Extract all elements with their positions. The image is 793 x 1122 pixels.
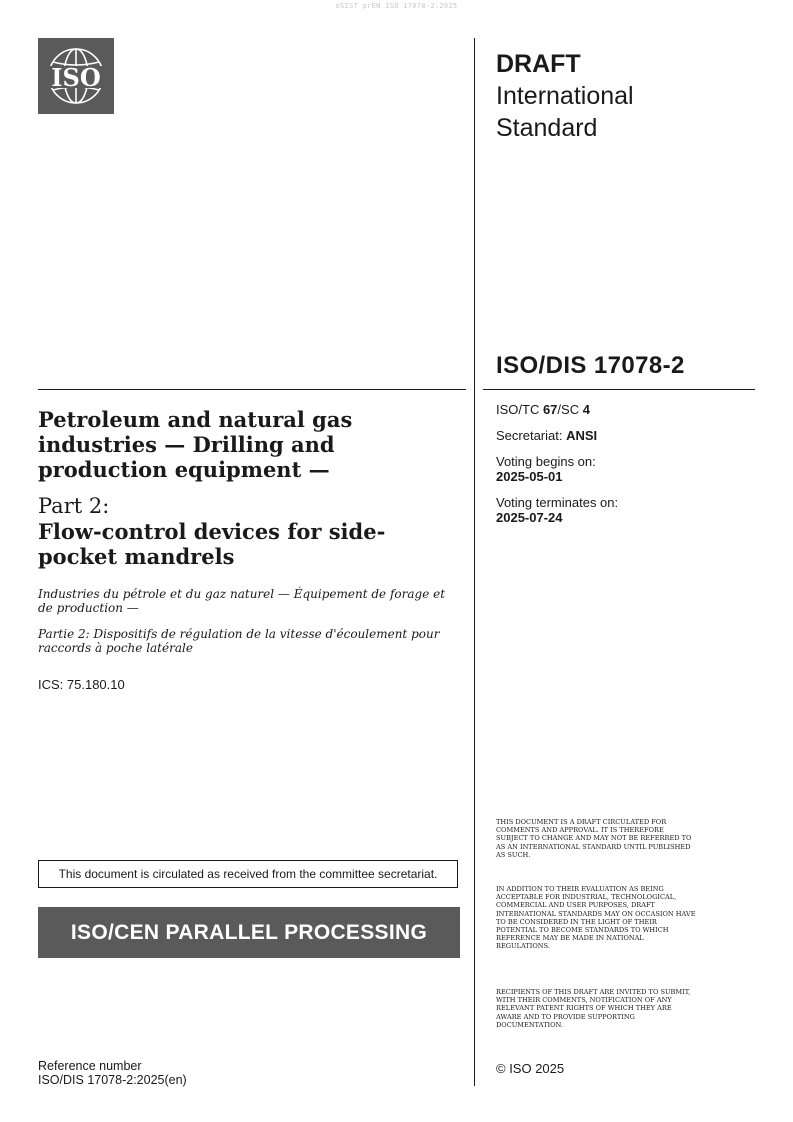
french-part-title: Partie 2: Dispositifs de régulation de la vitesse d'écoulement pour raccords à poche latérale — [38, 627, 440, 655]
part-label: Part 2: — [38, 494, 110, 518]
parallel-processing-banner: ISO/CEN PARALLEL PROCESSING — [38, 907, 460, 958]
voting-terminates-date: 2025-07-24 — [496, 510, 563, 525]
committee — [496, 402, 756, 417]
circulation-note: This document is circulated as received from the committee secretariat. — [38, 860, 458, 888]
logo-text: ISO — [51, 63, 101, 92]
tc-prefix: ISO/TC — [496, 402, 543, 417]
secretariat-value: ANSI — [566, 428, 598, 443]
copyright: © ISO 2025 — [496, 1061, 565, 1076]
voting-begins-date: 2025-05-01 — [496, 469, 563, 484]
sc-prefix: /SC — [557, 402, 583, 417]
horizontal-divider-right — [483, 389, 755, 390]
international-line: International — [496, 82, 634, 110]
voting-begins — [496, 454, 756, 484]
french-title: Industries du pétrole et du gaz naturel — Équipement de forage et de production — — [38, 587, 446, 615]
document-meta — [496, 402, 756, 536]
draft-line: DRAFT — [496, 50, 581, 78]
reference-label: Reference number — [38, 1059, 142, 1073]
iso-logo — [38, 38, 114, 114]
draft-notice: THIS DOCUMENT IS A DRAFT CIRCULATED FOR COMMENTS AND APPROVAL. IT IS THEREFORE SUBJECT TO CHANGE AND MAY NOT BE REFERRED TO AS AN INTERNATIONAL STANDARD UNTIL PUBLISHED AS SUCH. — [496, 818, 692, 859]
document-title: Petroleum and natural gas industries — Drilling and production equipment — — [38, 407, 353, 482]
patent-notice: RECIPIENTS OF THIS DRAFT ARE INVITED TO SUBMIT, WITH THEIR COMMENTS, NOTIFICATION OF ANY RELEVANT PATENT RIGHTS OF WHICH THEY ARE AWARE AND TO PROVIDE SUPPORTING DOCUMENTATION. — [496, 988, 691, 1029]
voting-terminates-label: Voting terminates on: — [496, 495, 619, 510]
evaluation-notice: IN ADDITION TO THEIR EVALUATION AS BEING ACCEPTABLE FOR INDUSTRIAL, TECHNOLOGICAL, COMMERCIAL AND USER PURPOSES, DRAFT INTERNATIONAL STANDARDS MAY ON OCCASION HAVE TO BE CONSIDERED IN THE LIGHT OF THEIR POTENTIAL TO BECOME STANDARDS TO WHICH REFERENCE MAY BE MADE IN NATIONAL REGULATIONS. — [496, 885, 696, 951]
tc-number: 67 — [542, 402, 558, 417]
document-number: ISO/DIS 17078-2 — [496, 352, 685, 379]
standard-line: Standard — [496, 114, 598, 142]
voting-terminates — [496, 495, 756, 525]
horizontal-divider-left — [38, 389, 466, 390]
part-title: Flow-control devices for side-pocket mandrels — [38, 519, 386, 569]
secretariat-label: Secretariat: — [496, 428, 567, 443]
reference-number — [38, 1059, 187, 1087]
voting-begins-label: Voting begins on: — [496, 454, 596, 469]
watermark: oSIST prEN ISO 17078-2:2025 — [335, 2, 458, 10]
reference-value: ISO/DIS 17078-2:2025(en) — [38, 1073, 187, 1087]
vertical-divider — [474, 38, 475, 1086]
iso-globe-logo-icon — [38, 38, 114, 114]
ics-code: ICS: 75.180.10 — [38, 677, 125, 692]
sc-number: 4 — [582, 402, 590, 417]
draft-heading — [496, 48, 634, 144]
secretariat — [496, 428, 756, 443]
